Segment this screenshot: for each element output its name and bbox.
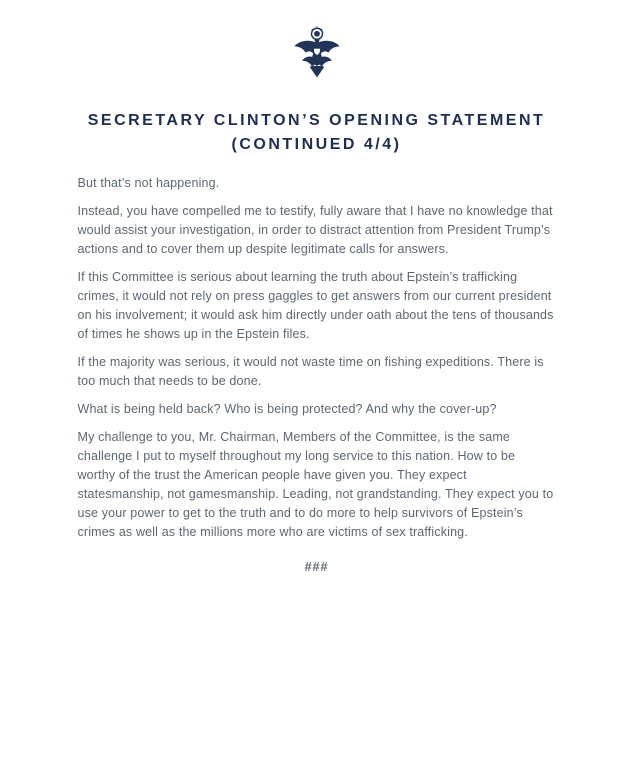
- statement-paragraph: But that’s not happening.: [77, 176, 220, 190]
- us-eagle-seal-icon: [292, 26, 342, 85]
- statement-body: [78, 174, 556, 577]
- end-marker: ###: [304, 560, 329, 574]
- statement-paragraph: My challenge to you, Mr. Chairman, Members of the Committee, is the same challenge I put to myself throughout my long service to this nation. How to be worthy of the trust the American people have given you. They expect statesmanship, not gamesmanship. Leading, not grandstanding. They expect you to use your power to get to the truth and to do more to help survivors of Epstein’s crimes as well as the millions more who are victims of sex trafficking.: [77, 430, 554, 539]
- page-title-line2: (CONTINUED 4/4): [231, 136, 402, 153]
- seal-container: [0, 0, 633, 85]
- statement-paragraph: If this Committee is serious about learning the truth about Epstein’s trafficking crimes, it would not rely on press gaggles to get answers from our current president on his involvement; it would ask him directly under oath about the tens of thousands of times he shows up in the Epstein files.: [77, 270, 554, 341]
- statement-paragraph: If the majority was serious, it would not waste time on fishing expeditions. There is too much that needs to be done.: [77, 355, 544, 388]
- statement-paragraph: Instead, you have compelled me to testify, fully aware that I have no knowledge that would assist your investigation, in order to distract attention from President Trump’s actions and to cover them up despite legitimate calls for answers.: [77, 204, 553, 256]
- statement-paragraph: What is being held back? Who is being protected? And why the cover-up?: [77, 402, 497, 416]
- page-title: [0, 109, 633, 157]
- page-title-line1: SECRETARY CLINTON’S OPENING STATEMENT: [87, 112, 546, 129]
